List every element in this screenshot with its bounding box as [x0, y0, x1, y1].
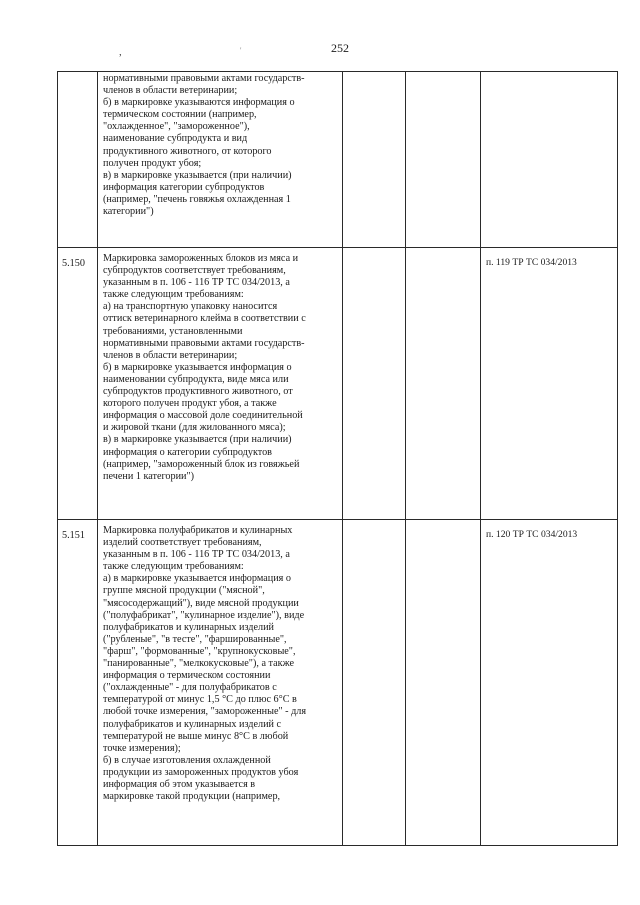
empty-cell [406, 248, 481, 520]
table-row [58, 520, 618, 846]
page-number: 252 [331, 41, 349, 55]
empty-cell [406, 72, 481, 248]
item-number [58, 72, 98, 248]
table-row [58, 248, 618, 520]
requirement-text: Маркировка замороженных блоков из мяса и субпродуктов соответствует требованиям, указанным в п. 106 - 116 ТР ТС 034/2013, а также следующим требованиям: а) на транспортную упаковку наносится оттиск ветеринарного клейма в соответствии с требованиями, установленными нормативными правовыми актами государств- членов в области ветеринарии; б) в маркировке указывается информация о наименовании субпродукта, виде мяса или субпродуктов продуктивного животного, от которого получен продукт убоя, а также информация о массовой доле соединительной и жировой ткани (для жилованного мяса); в) в маркировке указывается (при наличии) информация о категории субпродуктов (например, "замороженный блок из говяжьей печени 1 категории") [98, 248, 343, 520]
item-number: 5.151 [58, 520, 98, 846]
item-number: 5.150 [58, 248, 98, 520]
table-row [58, 72, 618, 248]
scan-mark: ' [240, 46, 242, 55]
empty-cell [406, 520, 481, 846]
requirement-text: нормативными правовыми актами государств- членов в области ветеринарии; б) в маркировке указываются информация о термическом состоянии (например, "охлажденное", "замороженное"), наименование субпродукта и вид продуктивного животного, от которого получен продукт убоя; в) в маркировке указывается (при наличии) информация категории субпродуктов (например, "печень говяжья охлажденная 1 категории") [98, 72, 343, 248]
reference-cell: п. 120 ТР ТС 034/2013 [481, 520, 618, 846]
empty-cell [343, 520, 406, 846]
reference-cell [481, 72, 618, 248]
reference-cell: п. 119 ТР ТС 034/2013 [481, 248, 618, 520]
empty-cell [343, 248, 406, 520]
requirements-table [57, 71, 618, 846]
scan-mark: , [119, 46, 122, 58]
empty-cell [343, 72, 406, 248]
requirement-text: Маркировка полуфабрикатов и кулинарных изделий соответствует требованиям, указанным в п. 106 - 116 ТР ТС 034/2013, а также следующим требованиям: а) в маркировке указывается информация о группе мясной продукции ("мясной", "мясосодержащий"), виде мясной продукции ("полуфабрикат", "кулинарное изделие"), виде полуфабрикатов и кулинарных изделий ("рубленые", "в тесте", "фаршированные", "фарш", "формованные", "крупнокусковые", "панированные", "мелкокусковые"), а также информация о термическом состоянии ("охлажденные" - для полуфабрикатов с температурой от минус 1,5 °С до плюс 6°С в любой точке измерения, "замороженные" - для полуфабрикатов и кулинарных изделий с температурой не выше минус 8°С в любой точке измерения); б) в случае изготовления охлажденной продукции из замороженных продуктов убоя информация об этом указывается в маркировке такой продукции (например, [98, 520, 343, 846]
